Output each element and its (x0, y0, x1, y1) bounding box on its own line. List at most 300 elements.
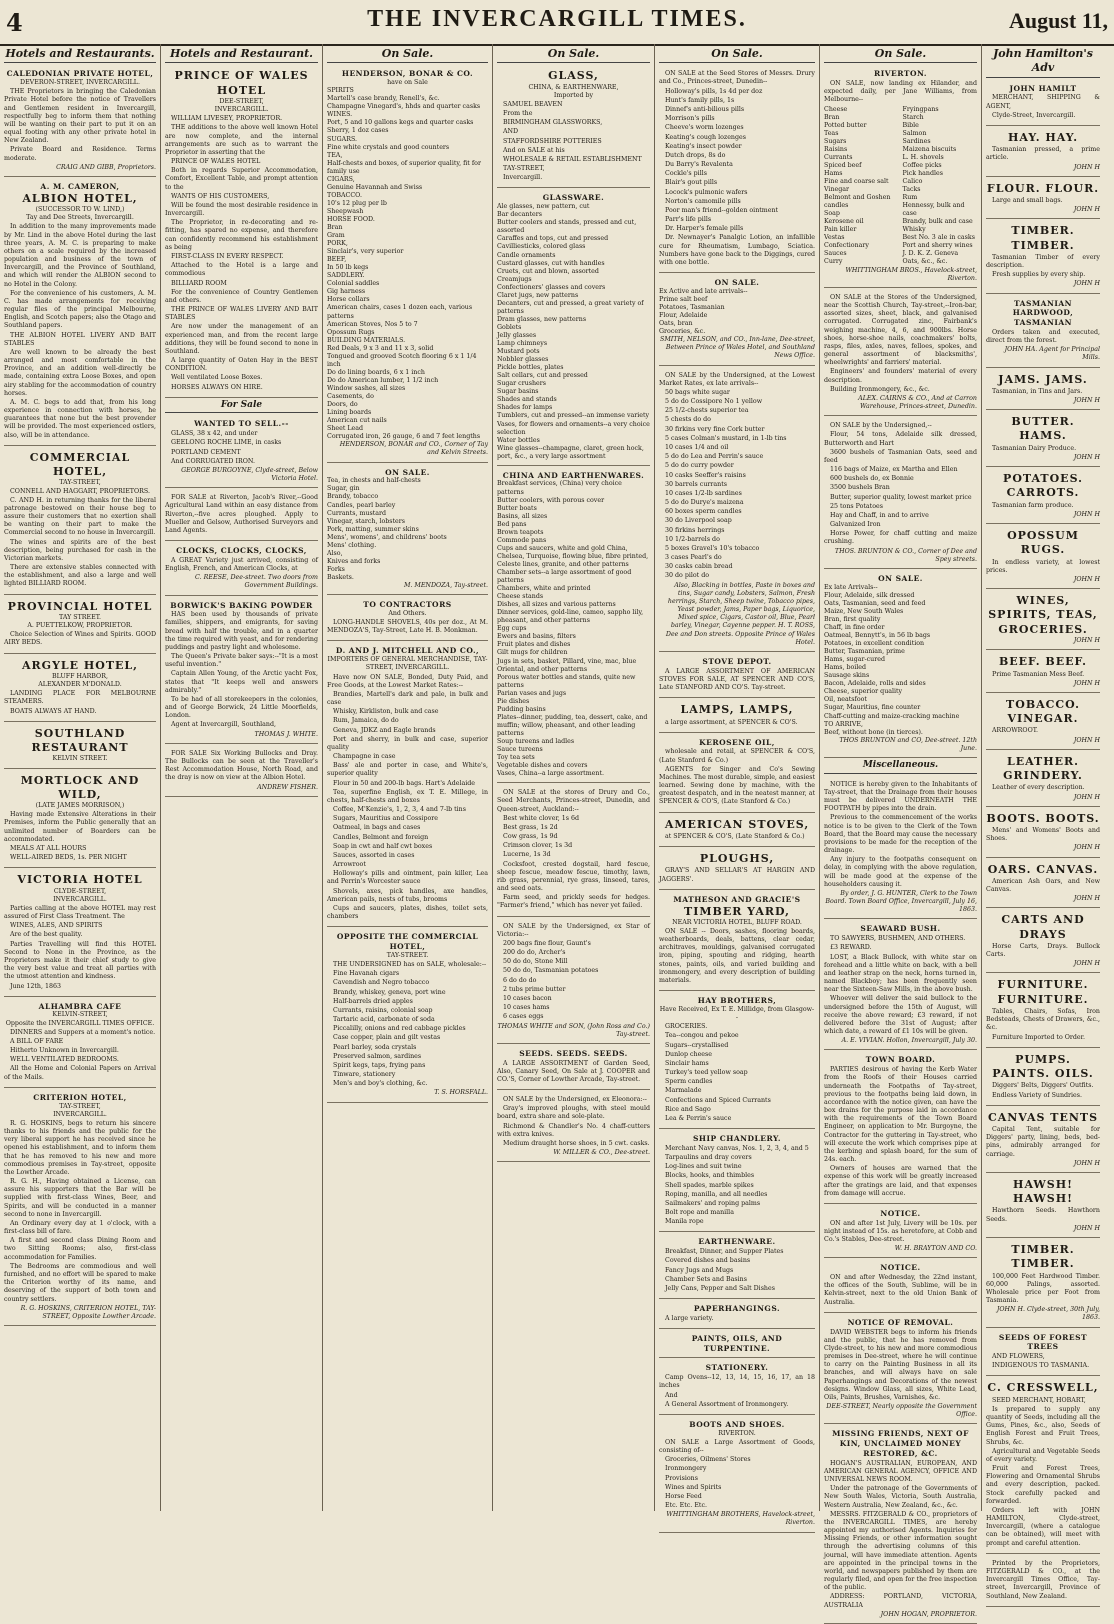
ad-signature: WHITTINGHAM BROS., Havelock-street, Riverton. (845, 266, 977, 282)
ad-paragraph: Orders taken and executed, direct from the forest. (986, 328, 1100, 345)
ad-paragraph: A. M. C. begs to add that, from his long experience in connection with horses, he guarantees that none but the best provender will be provided. The most experienced ostlers, also, will be in attendance. (4, 398, 156, 439)
ad-paragraph: 10 cases hams (503, 1004, 550, 1012)
list-item: Sherry, 1 doz cases (327, 127, 389, 135)
ad-paragraph: All the Home and Colonial Papers on Arrival of the Mails. (4, 1065, 156, 1081)
ad-body (165, 494, 318, 535)
ad-paragraph: Locock's pulmonic wafers (665, 188, 748, 196)
ad-heading: STATIONERY. (705, 1363, 769, 1373)
list-item: Mens' clothing. (327, 541, 377, 549)
list-item: Corrugated iron, 26 gauge, 6 and 7 feet lengths (327, 433, 481, 441)
ad-heading: SEEDS OF FOREST TREES (998, 1332, 1088, 1352)
ad-paragraph: a large assortment, at SPENCER & CO'S. (665, 718, 798, 726)
ad-paragraph: DINNERS and Suppers at a moment's notice. (10, 1028, 156, 1036)
ad-signature: C. REESE, Dee-street. Two doors from Government Buildings. (195, 574, 318, 590)
list-item: Porous water bottles and stands, quite new patterns (497, 673, 636, 689)
ad-subheading: BLUFF HARBOR, (52, 672, 108, 680)
ad-paragraph: Cow grass, 1s 9d (503, 833, 558, 841)
ad-paragraph: HORSES ALWAYS ON HIRE. (171, 383, 263, 391)
ad-paragraph: Fresh supplies by every ship. (992, 271, 1086, 279)
ad-paragraph: THE additions to the above well known Hotel are now complete, and the internal arrangements are such as to warrant the Proprietor in asserting that the (165, 124, 318, 156)
list-item: Sauce tureens (497, 746, 543, 754)
ad-paragraph: Parties calling at the above HOTEL may rest assured of First Class Treatment. The (4, 904, 156, 921)
list-item: Oats, Tasmanian, seed and feed (824, 599, 926, 607)
advertisement (497, 1046, 650, 1090)
column-container (0, 44, 1114, 1618)
ad-body (497, 923, 650, 1022)
ad-paragraph: Covered dishes and basins (665, 1257, 751, 1265)
ad-title: CANVAS TENTS (987, 1110, 1099, 1124)
list-item: Sugar, gin (327, 485, 360, 493)
ad-paragraph: Tables, Chairs, Sofas, Iron Bedsteads, Chests of Drawers, &c., &c. (986, 1008, 1100, 1032)
ad-title: JAMS. JAMS. (998, 372, 1088, 386)
ad-paragraph: In endless variety, at lowest prices. (986, 558, 1100, 574)
ad-subheading: DEE-STREET, (219, 97, 264, 105)
ad-title: WINES, SPIRITS, TEAS, GROCERIES. (988, 594, 1098, 636)
ad-paragraph: Previous to the commencement of the works notice is to be given to the Clerk of the Town Board, that the Board may cause the necessary provisions to be made for the reception of the drainage. (824, 814, 977, 855)
list-item: Chaff-cutting and maize-cracking machine (824, 712, 960, 720)
ad-paragraph: Sauces, assorted in cases (333, 851, 415, 859)
section-heading: Hotels and Restaurants. (4, 47, 156, 63)
list-item: Tumblers, cut and pressed--an immense variety (497, 412, 650, 420)
ad-signature: JOHN H (1073, 1224, 1100, 1232)
ad-paragraph: GROCERIES. (665, 1023, 708, 1031)
list-item: Doors, do (327, 401, 358, 409)
list-item: Mens', womens', and childrens' boots (327, 533, 447, 541)
ad-heading: HENDERSON, BONAR & CO. (341, 69, 474, 79)
ad-paragraph: Sperm candles (665, 1078, 713, 1086)
list-item: Confectionary (824, 242, 869, 250)
section-heading: For Sale (165, 400, 318, 414)
masthead (0, 0, 1114, 46)
list-item: Egg cups (497, 625, 527, 633)
list-item: Plates--dinner, pudding, tea, dessert, cake, and muffin; willow, pheasant, and other leading patterns (497, 713, 648, 737)
ad-paragraph: 5 do do Lea and Perrin's sauce (665, 453, 764, 461)
advertisement (824, 571, 977, 758)
advertisement (986, 809, 1100, 858)
advertisement (497, 785, 650, 916)
ad-paragraph: Half-barrels dried apples (333, 997, 413, 1005)
list-item: Do do American lumber, 1 1/2 inch (327, 376, 439, 384)
ad-paragraph: Crimson clover, 1s 3d (503, 842, 573, 850)
list-item: Butter coolers, with porous cover (497, 496, 605, 504)
list-item: Martell's case brandy, Renell's, &c. (327, 95, 440, 103)
ad-paragraph: A LARGE ASSORTMENT OF AMERICAN STOVES FOR SALE, AT SPENCER AND CO'S, Late STANFORD AND CO'S. Tay-street. (659, 667, 815, 692)
advertisement (659, 1331, 815, 1359)
list-item: Best No. 3 ale in casks (902, 234, 975, 242)
ad-paragraph: Tasmanian farm produce. (992, 501, 1074, 509)
advertisement (824, 1260, 977, 1312)
ad-paragraph: 5 do do curry powder (665, 462, 734, 470)
ad-paragraph: Tasmanian Dairy Produce. (992, 444, 1077, 452)
list-item: SUGARS. (327, 135, 358, 143)
ad-paragraph: Turkey's teed yellow soap (665, 1069, 748, 1077)
list-item: Breakfast services, (China) very choice patterns (497, 480, 622, 496)
ad-paragraph: Farm seed, and prickly seeds for hedges. "Farmer's friend," which has never yet failed. (497, 894, 650, 910)
section-heading: On Sale. (497, 47, 650, 63)
ad-heading: BOOTS AND SHOES. (689, 1419, 785, 1429)
ad-body (659, 1439, 815, 1510)
list-item: Brandy, tobacco (327, 493, 379, 501)
advertisement (659, 1360, 815, 1414)
ad-signature: JOHN H. Clyde-street, 30th July, 1863. (996, 1306, 1100, 1322)
ad-paragraph: Dr. Newnayer's Panalgic Lotion, an infallible cure for Rheumatism, Lumbago, Sciatica. Numbers have gone back to the Diggings, cured with one bottle. (659, 234, 815, 266)
ad-paragraph: Dutch drops, 8s do (665, 151, 726, 159)
ad-paragraph: Furniture Imported to Order. (992, 1033, 1085, 1041)
ad-paragraph: Poor man's friend--golden ointment (665, 206, 779, 214)
list-item: Potatoes, in excellent condition (824, 640, 925, 648)
list-item: Opossum Rugs (327, 328, 375, 336)
ad-heading: NOTICE. (880, 1263, 921, 1273)
ad-subheading: IMPORTERS OF GENERAL MERCHANDISE, TAY-STREET, INVERCARGILL. (327, 656, 488, 672)
list-item: Mustard pots (497, 348, 540, 356)
ad-paragraph: R. G. HOSKINS, begs to return his sincere thanks to his friends and the public for the very liberal support he has received since he opened his establishment, and to inform them that he has removed to his new and more commodious premises in Tay-street, opposite the Lowther Arcade. (4, 1119, 156, 1176)
ad-signature: ALEX. CAIRNS & CO., And at Carron Warehouse, Princes-street, Dunedin. (858, 394, 977, 411)
advertisement (165, 416, 318, 488)
ad-heading: ON SALE. (878, 574, 923, 583)
ad-paragraph: The Bedrooms are commodious and well furnished, and no effort will be spared to make the Criterion worthy of its name, and deserving of the support of both town and country settlers. (4, 1262, 156, 1303)
ad-signature: JOHN H (1073, 575, 1100, 583)
ad-body (4, 811, 156, 862)
ad-paragraph: Tea, superfine English, ex T. E. Millege, in chests, half-chests and boxes (327, 788, 488, 804)
list-item: Creamjugs (497, 275, 532, 283)
ad-paragraph: Cheeve's worm lozenges (665, 124, 744, 132)
ad-heading: PAPERHANGINGS. (693, 1304, 781, 1314)
ad-paragraph: Arrowroot (333, 861, 366, 869)
ad-signature: ANDREW FISHER. (257, 783, 318, 791)
list-item: Soup tureens and ladles (497, 737, 575, 745)
ad-heading: ON SALE. (714, 278, 760, 288)
ad-paragraph: Horse Feed (665, 1492, 702, 1500)
ad-body (986, 878, 1100, 894)
ad-paragraph: 5 boxes Gravel's 10's tobacco (665, 544, 760, 552)
ad-paragraph: Camp Ovens--12, 13, 14, 15, 16, 17, an 18 inches (659, 1374, 815, 1390)
newspaper-title: THE INVERCARGILL TIMES. (367, 6, 747, 32)
ad-paragraph: at SPENCER & CO'S, (Late Stanford & Co.) (665, 832, 805, 840)
ad-body (824, 1274, 977, 1307)
ad-body (4, 223, 156, 439)
list-item: 10's 12 plug per lb (327, 199, 387, 207)
ad-paragraph: Flour, 54 tons, Adelaide silk dressed, Butterworth and Hart (824, 431, 977, 447)
column (982, 44, 1104, 1600)
ad-title: AMERICAN STOVES, (664, 817, 810, 831)
ad-paragraph: Horse Power, for chaff cutting and maize crushing. (824, 530, 977, 546)
ad-paragraph: Cockle's pills (665, 170, 707, 178)
ad-paragraph: Morrison's pills (665, 115, 715, 123)
ad-paragraph: Manila rope (665, 1218, 704, 1226)
ad-paragraph: Coffee, M'Kenzie's, 1, 2, 3, 4 and 7-lb tins (333, 806, 466, 814)
ad-paragraph: A first and second class Dining Room and two Sitting Rooms; also, first-class accommodation for Families. (4, 1237, 156, 1261)
advertisement (659, 1301, 815, 1329)
list-item: Vases, for flowers and ornaments--a very choice selection (497, 420, 650, 436)
list-item: Hennessy, bulk and case (902, 202, 965, 218)
list-item: Colonial saddles (327, 280, 380, 288)
column (655, 44, 820, 1527)
list-item: Ex late Arrivals-- (824, 583, 878, 591)
list-item: Pudding basins (497, 705, 546, 713)
ad-paragraph: Engineers' and founders' material of every description. (824, 368, 977, 384)
ad-paragraph: Provisions (665, 1474, 698, 1482)
list-item: Vases, China--a large assortment. (497, 770, 604, 778)
list-item: Beef, without bone (in tierces). (824, 728, 923, 736)
list-item: Dram glasses, new patterns (497, 315, 587, 323)
list-item: SADDLERY. (327, 272, 365, 280)
list-item: Raisins (824, 145, 848, 153)
list-item: Butter boats (497, 504, 537, 512)
advertisement (4, 448, 156, 595)
advertisement (327, 465, 488, 596)
ad-paragraph: 600 bushels do, ex Bonnie (830, 475, 914, 483)
ad-paragraph: Candles, Belmont and foreign (333, 833, 429, 841)
ad-paragraph: 50 bags white sugar (665, 388, 730, 396)
ad-paragraph: Hunt's family pills, 1s (665, 96, 735, 104)
advertisement (165, 66, 318, 397)
ad-paragraph: AND FLOWERS, (992, 1353, 1045, 1361)
list-item: Casements, do (327, 393, 374, 400)
ad-signature: HENDERSON, BONAR and CO., Corner of Tay and Kelvin Streets. (339, 441, 488, 457)
ad-body (824, 294, 977, 394)
ad-body (824, 935, 977, 1036)
ad-body (659, 1145, 815, 1227)
ad-paragraph: Fine Havanah cigars (333, 970, 400, 978)
ad-paragraph: BILLIARD ROOM (171, 279, 227, 287)
ad-paragraph: Cavendish and Negro tobacco (333, 979, 430, 987)
ad-body (165, 430, 318, 466)
ad-body (986, 1397, 1100, 1548)
advertisement (497, 66, 650, 188)
ad-paragraph: 30 do Liverpool soap (665, 517, 732, 525)
list-item: Cheese stands (497, 593, 544, 601)
list-item: Knives and forks (327, 557, 381, 565)
advertisement (986, 652, 1100, 693)
advertisement (165, 543, 318, 595)
ad-body (986, 502, 1100, 510)
advertisement (824, 1052, 977, 1204)
list-item: Candle ornaments (497, 251, 556, 259)
ad-paragraph: ON SALE at the Stores of the Undersigned, near the Scottish Church, Tay-street,--Iron-bar, assorted sizes, sheet, black, and galvanised corrugated. Corrugated zinc, Fairbank's weighing machine, 4, 6, and 900lbs. Horse shoes, horse-shoe nails, coachmakers' bolts, rasps, files, axles, naves, felloes, spokes, and general assortment of blacksmiths', wheelwrights' and farriers' material. (824, 293, 977, 367)
ad-paragraph: Brandies, Martell's dark and pale, in bulk and case (327, 690, 488, 707)
list-item: Salt cellars, cut and pressed (497, 372, 588, 380)
ad-paragraph: Printed by the Proprietors, FITZGERALD & CO., at the Invercargill Times Office, Tay-street, Invercargill, Province of Southland, New Zealand. (986, 1559, 1100, 1600)
ad-paragraph: A LARGE ASSORTMENT of Garden Seed, Also, Canary Seed, On Sale at J. COOPER and CO.'S, Corner of Lowther Arcade, Tay-street. (497, 1059, 650, 1083)
ad-body (986, 1126, 1100, 1159)
ad-heading: CALEDONIAN PRIVATE HOTEL, (6, 69, 154, 79)
ad-paragraph: ON and after 1st July, Livery will be 10s. per night instead of 15s. as heretofore, at Cobb and Co.'s Stables, Dee-street. (824, 1219, 977, 1243)
ad-paragraph: SAMUEL BEAVEN (503, 100, 563, 108)
list-item: Decanters, cut and pressed, a great variety of patterns (497, 299, 644, 315)
column (820, 44, 982, 1618)
ad-heading: ALHAMBRA CAFE (38, 1001, 122, 1011)
ad-body (659, 833, 815, 841)
ad-paragraph: Tasmanian Timber of every description. (986, 253, 1100, 270)
two-column-list (824, 106, 977, 267)
ad-paragraph: To be had of all storekeepers in the colonies, and of George Borwick, 24 Little Moorfields, London. (165, 695, 318, 720)
ad-subheading: TAY STREET. (58, 613, 102, 621)
ad-paragraph: Sinclair hams (665, 1059, 709, 1067)
advertisement (824, 1206, 977, 1258)
item-list (497, 203, 650, 461)
list-item: PORK, (327, 240, 348, 248)
list-item: J. D. K. Z. Geneva (902, 250, 959, 258)
ad-subheading: INVERCARGILL. (214, 106, 269, 114)
ad-heading: CRITERION HOTEL, (33, 1092, 127, 1102)
ad-body (497, 101, 650, 183)
ad-paragraph: Best white clover, 1s 6d (503, 814, 580, 822)
ad-paragraph: Dr. Harper's female pills (665, 225, 744, 233)
ad-paragraph: FOR SALE at Riverton, Jacob's River,--Good Agricultural Land within an easy distance from Riverton,--five acres ploughed. Apply to Mueller and Gelsow, Authorised Surveyors and Land Agents. (165, 494, 318, 534)
ad-title: HAWSH! HAWSH! (1013, 1177, 1073, 1206)
ad-paragraph: Sugars, Mauritius and Cossipore (333, 815, 438, 823)
advertisement (824, 1315, 977, 1425)
ad-paragraph: 6 cases eggs (503, 1013, 544, 1021)
ad-paragraph: Dunlop cheese (665, 1050, 712, 1058)
list-item: Chaff, in fine order (824, 623, 885, 631)
list-item: Half-chests and boxes, of superior quality, fit for family use (327, 159, 481, 175)
ad-paragraph: Men's and boy's clothing, &c. (333, 1080, 428, 1088)
ad-paragraph: wholesale and retail, at SPENCER & CO'S, (Late Stanford & Co.) (659, 748, 815, 764)
ad-title: PROVINCIAL HOTEL (7, 599, 153, 613)
ad-body (824, 422, 977, 546)
ad-paragraph: NOTICE is hereby given to the Inhabitants of Tay-street, that the Drainage from their houses must be delivered UNDERNEATH THE FOOTPATH by pipes into the drain. (824, 780, 977, 813)
ad-paragraph: 30 do pilot do (665, 572, 710, 580)
list-item: Pick handles (902, 169, 943, 177)
list-item: Bacon, Adelaide, rolls and sides (824, 680, 926, 688)
ad-paragraph: Whisky, Kirkliston, bulk and case (333, 708, 439, 716)
ad-paragraph: Lucerne, 1s 3d (503, 851, 551, 859)
ad-paragraph: The Queen's Private baker says:--"It is a most useful invention." (165, 653, 318, 669)
ad-heading: KEROSENE OIL, (699, 737, 775, 747)
list-item: Sausage skins (824, 672, 870, 680)
list-item: Butter, Tasmanian, prime (824, 648, 905, 656)
ad-paragraph: THE Proprietors in bringing the Caledonian Private Hotel before the notice of Travellers and Gentlemen resident in Invercargill, respectfully beg to inform them that nothing will be wanting on their part to put it on an equal footing with any other private hotel in New Zealand. (4, 88, 156, 145)
ad-subheading: CONNELL AND HAGGART, PROPRIETORS. (9, 487, 151, 495)
advertisement (4, 724, 156, 769)
list-item: Fine and coarse salt (824, 177, 889, 185)
ad-paragraph: WANTS OF HIS CUSTOMERS, (171, 192, 270, 200)
advertisement (327, 66, 488, 462)
ad-paragraph: 3600 bushels of Tasmanian Oats, seed and feed (824, 448, 977, 464)
ad-paragraph: LANDING PLACE FOR MELBOURNE STEAMERS. (4, 690, 156, 706)
ad-paragraph: 6 do do do (503, 976, 537, 984)
ad-signature: THOS. BRUNTON & CO., Corner of Dee and Spey streets. (834, 547, 977, 563)
ad-paragraph: Shovels, axes, pick handles, axe handles, American pails, nests of tubs, brooms (327, 887, 488, 903)
ad-paragraph: Any injury to the footpaths consequent on delay, in complying with the above regulation, will be made good at the expense of the householders causing it. (824, 856, 977, 888)
ad-signature: JOHN H (1073, 453, 1100, 461)
ad-paragraph: FOR SALE Six Working Bullocks and Dray. The Bullocks can be seen at the Traveller's Rest Accommodation House, North Road, and the dray is now on view at the Albion Hotel. (165, 749, 318, 782)
list-item: Basins, all sizes (497, 512, 548, 520)
ad-title: TIMBER YARD, (684, 904, 790, 918)
ad-title: SOUTHLAND RESTAURANT (31, 726, 129, 755)
ad-body (659, 928, 815, 985)
ad-body (659, 748, 815, 806)
list-item: TOBACCO. (327, 191, 362, 199)
list-item: Fryingpans (902, 105, 939, 113)
ad-paragraph: MESSRS. FITZGERALD & CO., proprietors of the INVERCARGILL TIMES, are hereby appointed my authorised Agents. Inquiries for Missing Friends, or other information sought through the advertising columns of this journal, will have immediate attention. Agents are appointed in the principal towns in the world, and newspapers published by them are regularly filed, and open for the free inspection of the public. (824, 1510, 977, 1592)
ad-paragraph: The Proprietor, in re-decorating and re-fitting, has spared no expense, and therefore can confidently recommend his establishment as being (165, 219, 318, 251)
item-list (659, 288, 815, 336)
ad-heading: NOTICE OF REMOVAL. (847, 1317, 954, 1327)
ad-paragraph: Private Board and Residence. Terms moderate. (4, 146, 156, 162)
advertisement (497, 468, 650, 783)
ad-body (659, 1248, 815, 1293)
ad-paragraph: 5 do do Durye's maizena (665, 499, 744, 507)
list-item: Vinegar (824, 186, 850, 194)
ad-heading: SEEDS. SEEDS. SEEDS. (519, 1048, 628, 1058)
ad-heading: MATHESON AND GRACIE'S (673, 894, 801, 904)
ad-paragraph: SEED MERCHANT, HOBART, (992, 1396, 1086, 1404)
ad-body (4, 1029, 156, 1082)
ad-signature: DEE-STREET, Nearly opposite the Government Office. (826, 1403, 977, 1419)
ad-signature: JOHN H (1073, 960, 1100, 968)
ad-paragraph: The wines and spirits are of the best description, being purchased for cash in the Victorian markets. (4, 538, 156, 562)
ad-paragraph: In addition to the many improvements made by Mr. Lind in the above Hotel during the last three years, A. M. C. is preparing to make others on a scale required by the increased population and business of the town of Invercargill, and the Province of Southland, and which will render the ALBION second to no Hotel in the Colony. (4, 223, 156, 288)
ad-paragraph: A large variety. (665, 1314, 714, 1322)
list-item: Ale glasses, new pattern, cut (497, 203, 590, 211)
ad-paragraph: Du Barry's Revalenta (665, 161, 733, 169)
list-item: Sugar crushers (497, 380, 547, 388)
advertisement (659, 66, 815, 273)
list-item: Jelly glasses (497, 331, 537, 339)
list-item: Lining boards (327, 409, 372, 417)
ad-paragraph: ON SALE at the stores of Drury and Co., Seed Merchants, Princes-street, Dunedin, and Queen-street, Auckland:-- (497, 789, 650, 813)
advertisement (986, 975, 1100, 1047)
list-item: Confectioners' glasses and covers (497, 283, 606, 291)
ad-subheading: KELVIN STREET. (52, 755, 108, 763)
ad-paragraph: Blair's gout pills (665, 179, 718, 187)
ad-paragraph: ON and after Wednesday, the 22nd instant, the offices of the South, Sublime, will be in Kelvin-street, next to the old Union Bank of Australia. (824, 1274, 977, 1306)
list-item: CIGARS, (327, 175, 355, 183)
ad-paragraph: Best grass, 1s 2d (503, 823, 558, 831)
list-item: Currants, mustard (327, 509, 387, 517)
ad-paragraph: Captain Allen Young, of the Arctic yacht Fox, states that "It keeps well and answers admirably." (165, 670, 318, 694)
ad-heading: NOTICE. (880, 1208, 921, 1218)
item-list (327, 87, 488, 441)
ad-paragraph: 25 tons Potatoes (830, 502, 883, 510)
list-item: Sugar basins (497, 388, 539, 396)
ad-body (165, 557, 318, 573)
ad-paragraph: AND (503, 128, 519, 136)
ad-paragraph: Are well known to be already the best arranged and most comfortable in the Province, and an addition well-directly be made, containing extra Loose Boxes, and open airy stabling for the accommodation of country horses. (4, 348, 156, 397)
list-item: Bible (902, 121, 919, 129)
ad-paragraph: Under the patronage of the Governments of New South Wales, Victoria, South Australia, Western Australia, New Zealand, &c., &c. (824, 1485, 977, 1509)
advertisement (986, 296, 1100, 368)
list-item: Prime salt beef (659, 295, 708, 303)
ad-paragraph: 30 firkins herrings (665, 526, 725, 534)
ad-signature: JOHN H (1073, 679, 1100, 687)
list-item: Cheese, superior quality (824, 688, 903, 696)
ad-paragraph: Sugars--crystallised (665, 1041, 729, 1049)
ad-paragraph: Wines and Spirits (665, 1483, 722, 1491)
ad-signature: JOHN H (1073, 510, 1100, 518)
ad-paragraph: For the convenience of Country Gentlemen and others. (165, 288, 318, 304)
ad-body (986, 1560, 1100, 1601)
ad-body (986, 1353, 1100, 1370)
ad-body (986, 1008, 1100, 1042)
advertisement (659, 815, 815, 847)
ad-title: OARS. CANVAS. (987, 862, 1099, 876)
ad-title: TIMBER. TIMBER. (1011, 1242, 1075, 1271)
ad-paragraph: Keating's cough lozenges (665, 133, 746, 141)
item-list (824, 584, 977, 737)
item-list (327, 477, 488, 582)
ad-paragraph: Jelly Cans, Pepper and Salt Dishes (665, 1284, 775, 1292)
list-item: Champagne Vinegard's, hhds and quarter casks (327, 103, 481, 111)
list-item: Whisky (902, 226, 926, 234)
ad-heading: CLOCKS, CLOCKS, CLOCKS, (176, 546, 307, 556)
ad-body (986, 559, 1100, 575)
list-item: Curry (824, 258, 843, 266)
ad-subheading: CHINA, & EARTHENWARE, (528, 83, 619, 91)
ad-body (659, 1023, 815, 1123)
